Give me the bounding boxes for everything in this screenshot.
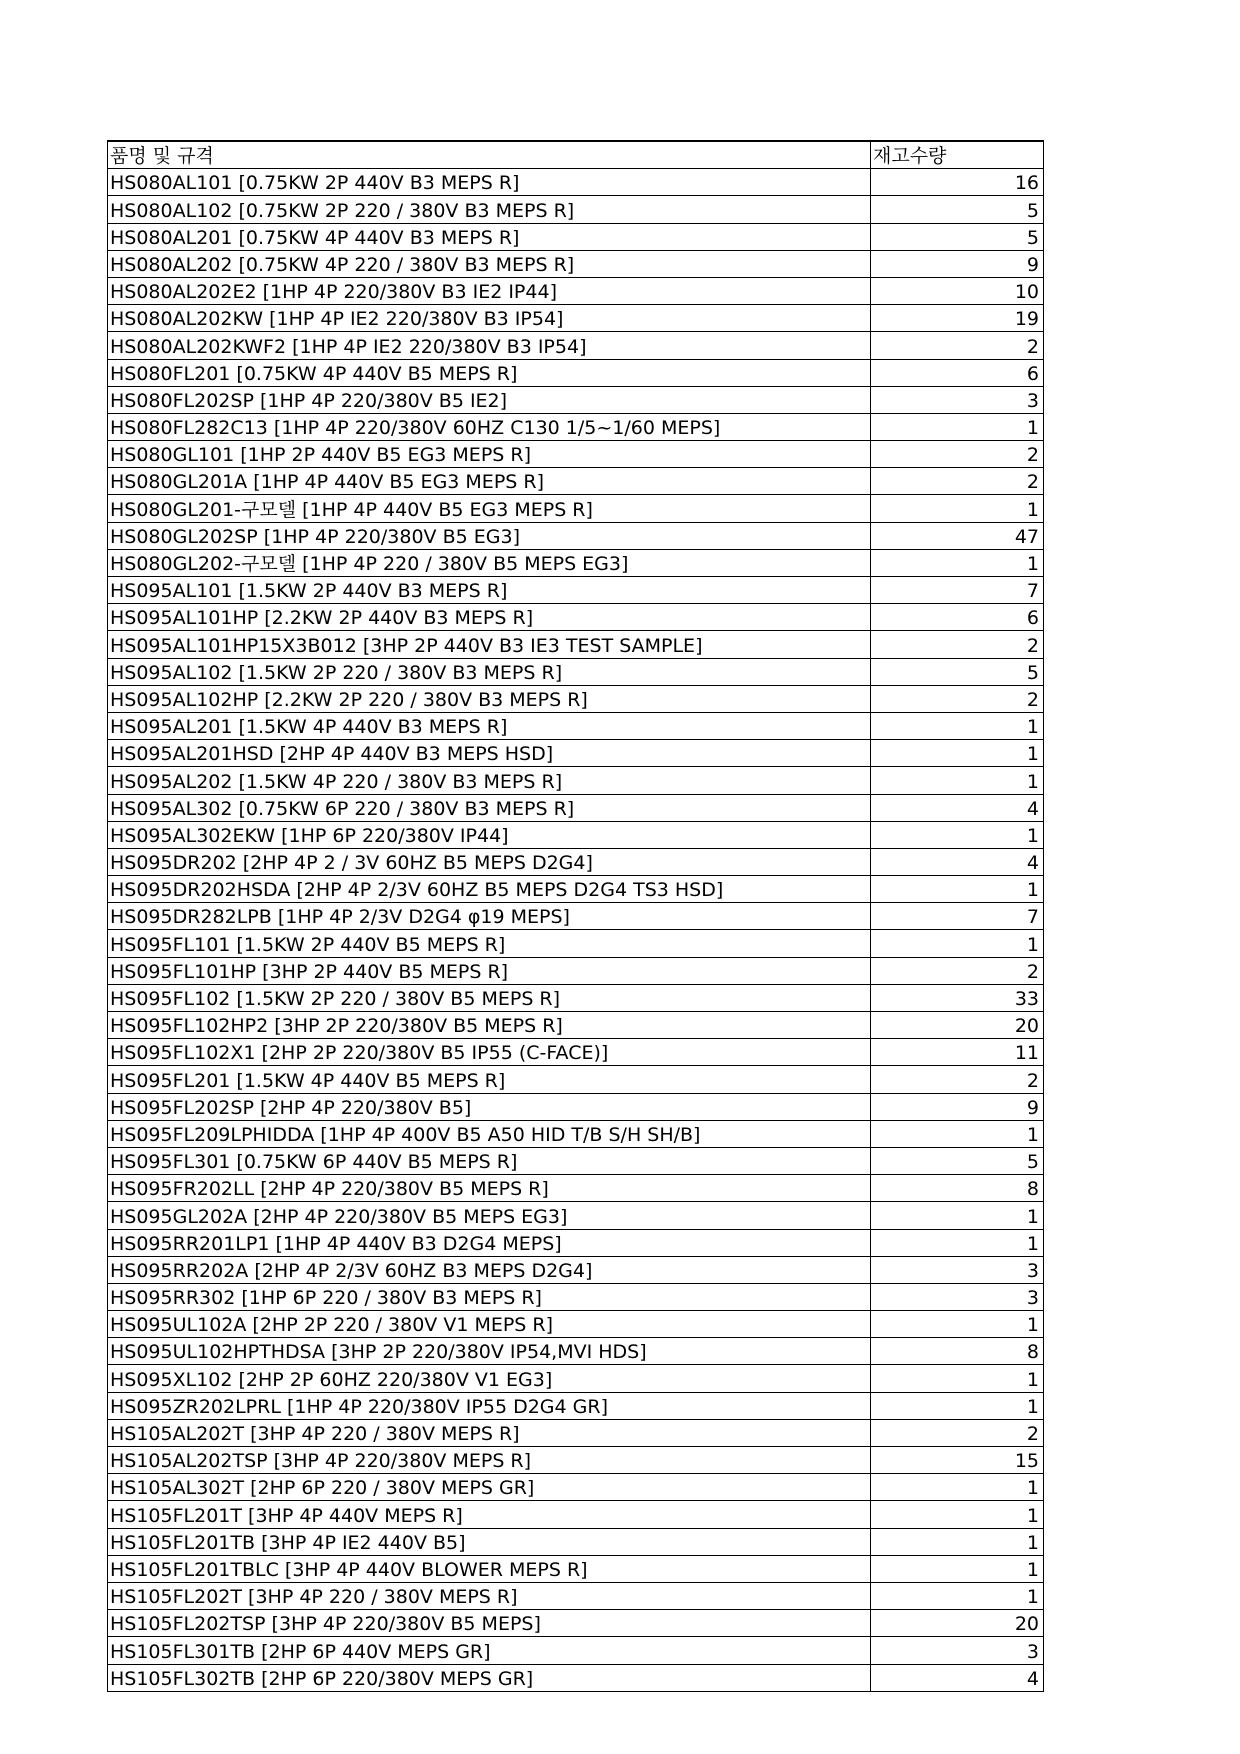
item-name-cell: HS095DR202HSDA [2HP 4P 2/3V 60HZ B5 MEPS D2G4 TS3 HSD]	[108, 876, 871, 903]
stock-quantity-cell: 9	[871, 250, 1044, 277]
header-stock-quantity: 재고수량	[871, 141, 1044, 169]
table-row	[108, 1120, 1044, 1147]
item-name-cell: HS080AL201 [0.75KW 4P 440V B3 MEPS R]	[108, 223, 871, 250]
item-name-cell: HS080FL282C13 [1HP 4P 220/380V 60HZ C130 1/5~1/60 MEPS]	[108, 413, 871, 440]
item-name-cell: HS080GL202-구모델 [1HP 4P 220 / 380V B5 MEPS EG3]	[108, 549, 871, 576]
stock-quantity-cell: 1	[871, 1392, 1044, 1419]
item-name-cell: HS080AL202KW [1HP 4P IE2 220/380V B3 IP54]	[108, 305, 871, 332]
table-row	[108, 223, 1044, 250]
table-row	[108, 903, 1044, 930]
stock-quantity-cell: 3	[871, 1256, 1044, 1283]
inventory-table	[107, 140, 1044, 1692]
item-name-cell: HS095RR302 [1HP 6P 220 / 380V B3 MEPS R]	[108, 1283, 871, 1310]
stock-quantity-cell: 2	[871, 631, 1044, 658]
stock-quantity-cell: 8	[871, 1338, 1044, 1365]
stock-quantity-cell: 3	[871, 1637, 1044, 1664]
item-name-cell: HS095AL302 [0.75KW 6P 220 / 380V B3 MEPS R]	[108, 794, 871, 821]
item-name-cell: HS080GL201A [1HP 4P 440V B5 EG3 MEPS R]	[108, 468, 871, 495]
table-row	[108, 549, 1044, 576]
table-row	[108, 1175, 1044, 1202]
item-name-cell: HS095ZR202LPRL [1HP 4P 220/380V IP55 D2G4 GR]	[108, 1392, 871, 1419]
item-name-cell: HS095FL209LPHIDDA [1HP 4P 400V B5 A50 HID T/B S/H SH/B]	[108, 1120, 871, 1147]
table-row	[108, 277, 1044, 304]
item-name-cell: HS080FL202SP [1HP 4P 220/380V B5 IE2]	[108, 386, 871, 413]
table-row	[108, 604, 1044, 631]
table-row	[108, 495, 1044, 522]
item-name-cell: HS105FL201TB [3HP 4P IE2 440V B5]	[108, 1528, 871, 1555]
table-row	[108, 821, 1044, 848]
stock-quantity-cell: 1	[871, 1120, 1044, 1147]
stock-quantity-cell: 2	[871, 468, 1044, 495]
stock-quantity-cell: 4	[871, 794, 1044, 821]
item-name-cell: HS095AL102HP [2.2KW 2P 220 / 380V B3 MEPS R]	[108, 685, 871, 712]
item-name-cell: HS080AL202KWF2 [1HP 4P IE2 220/380V B3 IP54]	[108, 332, 871, 359]
table-row	[108, 1066, 1044, 1093]
stock-quantity-cell: 1	[871, 712, 1044, 739]
stock-quantity-cell: 2	[871, 332, 1044, 359]
stock-quantity-cell: 9	[871, 1093, 1044, 1120]
item-name-cell: HS095FL102HP2 [3HP 2P 220/380V B5 MEPS R]	[108, 1012, 871, 1039]
table-row	[108, 522, 1044, 549]
stock-quantity-cell: 20	[871, 1610, 1044, 1637]
stock-quantity-cell: 4	[871, 848, 1044, 875]
item-name-cell: HS105FL201TBLC [3HP 4P 440V BLOWER MEPS R]	[108, 1555, 871, 1582]
table-row	[108, 1419, 1044, 1446]
table-row	[108, 577, 1044, 604]
table-row	[108, 1664, 1044, 1691]
item-name-cell: HS105AL202T [3HP 4P 220 / 380V MEPS R]	[108, 1419, 871, 1446]
stock-quantity-cell: 1	[871, 495, 1044, 522]
table-row	[108, 1229, 1044, 1256]
stock-quantity-cell: 5	[871, 223, 1044, 250]
item-name-cell: HS105AL202TSP [3HP 4P 220/380V MEPS R]	[108, 1447, 871, 1474]
stock-quantity-cell: 1	[871, 1311, 1044, 1338]
item-name-cell: HS095AL101HP [2.2KW 2P 440V B3 MEPS R]	[108, 604, 871, 631]
table-row	[108, 441, 1044, 468]
item-name-cell: HS105FL202TSP [3HP 4P 220/380V B5 MEPS]	[108, 1610, 871, 1637]
table-row	[108, 1202, 1044, 1229]
item-name-cell: HS095FL102 [1.5KW 2P 220 / 380V B5 MEPS R]	[108, 984, 871, 1011]
table-row	[108, 1501, 1044, 1528]
table-row	[108, 957, 1044, 984]
item-name-cell: HS105FL201T [3HP 4P 440V MEPS R]	[108, 1501, 871, 1528]
stock-quantity-cell: 1	[871, 930, 1044, 957]
stock-quantity-cell: 33	[871, 984, 1044, 1011]
item-name-cell: HS080GL101 [1HP 2P 440V B5 EG3 MEPS R]	[108, 441, 871, 468]
item-name-cell: HS105AL302T [2HP 6P 220 / 380V MEPS GR]	[108, 1474, 871, 1501]
item-name-cell: HS080AL202 [0.75KW 4P 220 / 380V B3 MEPS R]	[108, 250, 871, 277]
item-name-cell: HS080AL102 [0.75KW 2P 220 / 380V B3 MEPS R]	[108, 196, 871, 223]
table-row	[108, 1012, 1044, 1039]
stock-quantity-cell: 19	[871, 305, 1044, 332]
item-name-cell: HS105FL302TB [2HP 6P 220/380V MEPS GR]	[108, 1664, 871, 1691]
item-name-cell: HS095AL201 [1.5KW 4P 440V B3 MEPS R]	[108, 712, 871, 739]
table-row	[108, 1311, 1044, 1338]
stock-quantity-cell: 1	[871, 821, 1044, 848]
table-row	[108, 658, 1044, 685]
table-row	[108, 876, 1044, 903]
table-row	[108, 685, 1044, 712]
table-row	[108, 413, 1044, 440]
stock-quantity-cell: 3	[871, 1283, 1044, 1310]
stock-quantity-cell: 10	[871, 277, 1044, 304]
table-row	[108, 468, 1044, 495]
table-row	[108, 1338, 1044, 1365]
stock-quantity-cell: 4	[871, 1664, 1044, 1691]
table-row	[108, 1474, 1044, 1501]
item-name-cell: HS095AL102 [1.5KW 2P 220 / 380V B3 MEPS R]	[108, 658, 871, 685]
item-name-cell: HS095AL202 [1.5KW 4P 220 / 380V B3 MEPS R]	[108, 767, 871, 794]
item-name-cell: HS095FL101 [1.5KW 2P 440V B5 MEPS R]	[108, 930, 871, 957]
item-name-cell: HS095FL101HP [3HP 2P 440V B5 MEPS R]	[108, 957, 871, 984]
table-row	[108, 794, 1044, 821]
table-row	[108, 1637, 1044, 1664]
stock-quantity-cell: 1	[871, 1229, 1044, 1256]
table-row	[108, 984, 1044, 1011]
item-name-cell: HS080FL201 [0.75KW 4P 440V B5 MEPS R]	[108, 359, 871, 386]
stock-quantity-cell: 2	[871, 441, 1044, 468]
item-name-cell: HS095XL102 [2HP 2P 60HZ 220/380V V1 EG3]	[108, 1365, 871, 1392]
stock-quantity-cell: 1	[871, 876, 1044, 903]
item-name-cell: HS095DR282LPB [1HP 4P 2/3V D2G4 φ19 MEPS]	[108, 903, 871, 930]
table-row	[108, 930, 1044, 957]
item-name-cell: HS105FL202T [3HP 4P 220 / 380V MEPS R]	[108, 1582, 871, 1609]
item-name-cell: HS095AL101HP15X3B012 [3HP 2P 440V B3 IE3 TEST SAMPLE]	[108, 631, 871, 658]
item-name-cell: HS095GL202A [2HP 4P 220/380V B5 MEPS EG3]	[108, 1202, 871, 1229]
table-row	[108, 305, 1044, 332]
stock-quantity-cell: 2	[871, 1066, 1044, 1093]
item-name-cell: HS095FL102X1 [2HP 2P 220/380V B5 IP55 (C-FACE)]	[108, 1039, 871, 1066]
stock-quantity-cell: 7	[871, 903, 1044, 930]
table-row	[108, 1365, 1044, 1392]
stock-quantity-cell: 5	[871, 196, 1044, 223]
item-name-cell: HS095UL102HPTHDSA [3HP 2P 220/380V IP54,MVI HDS]	[108, 1338, 871, 1365]
item-name-cell: HS095DR202 [2HP 4P 2 / 3V 60HZ B5 MEPS D2G4]	[108, 848, 871, 875]
table-row	[108, 1582, 1044, 1609]
stock-quantity-cell: 2	[871, 957, 1044, 984]
stock-quantity-cell: 1	[871, 1555, 1044, 1582]
table-row	[108, 359, 1044, 386]
stock-quantity-cell: 47	[871, 522, 1044, 549]
stock-quantity-cell: 1	[871, 1582, 1044, 1609]
stock-quantity-cell: 6	[871, 604, 1044, 631]
table-row	[108, 386, 1044, 413]
stock-quantity-cell: 16	[871, 169, 1044, 196]
item-name-cell: HS080GL202SP [1HP 4P 220/380V B5 EG3]	[108, 522, 871, 549]
stock-quantity-cell: 1	[871, 549, 1044, 576]
item-name-cell: HS080AL101 [0.75KW 2P 440V B3 MEPS R]	[108, 169, 871, 196]
stock-quantity-cell: 6	[871, 359, 1044, 386]
stock-quantity-cell: 1	[871, 767, 1044, 794]
table-row	[108, 848, 1044, 875]
item-name-cell: HS095AL302EKW [1HP 6P 220/380V IP44]	[108, 821, 871, 848]
table-row	[108, 1039, 1044, 1066]
stock-quantity-cell: 5	[871, 658, 1044, 685]
table-row	[108, 1528, 1044, 1555]
table-row	[108, 767, 1044, 794]
item-name-cell: HS095RR201LP1 [1HP 4P 440V B3 D2G4 MEPS]	[108, 1229, 871, 1256]
item-name-cell: HS095FL201 [1.5KW 4P 440V B5 MEPS R]	[108, 1066, 871, 1093]
item-name-cell: HS080GL201-구모델 [1HP 4P 440V B5 EG3 MEPS R]	[108, 495, 871, 522]
table-row	[108, 250, 1044, 277]
table-row	[108, 712, 1044, 739]
item-name-cell: HS095FL202SP [2HP 4P 220/380V B5]	[108, 1093, 871, 1120]
item-name-cell: HS105FL301TB [2HP 6P 440V MEPS GR]	[108, 1637, 871, 1664]
stock-quantity-cell: 3	[871, 386, 1044, 413]
header-row	[108, 141, 1044, 169]
item-name-cell: HS095AL101 [1.5KW 2P 440V B3 MEPS R]	[108, 577, 871, 604]
stock-quantity-cell: 8	[871, 1175, 1044, 1202]
table-row	[108, 1447, 1044, 1474]
item-name-cell: HS095UL102A [2HP 2P 220 / 380V V1 MEPS R]	[108, 1311, 871, 1338]
table-row	[108, 1610, 1044, 1637]
table-row	[108, 196, 1044, 223]
table-row	[108, 332, 1044, 359]
header-item-name-spec: 품명 및 규격	[108, 141, 871, 169]
item-name-cell: HS095FR202LL [2HP 4P 220/380V B5 MEPS R]	[108, 1175, 871, 1202]
item-name-cell: HS095FL301 [0.75KW 6P 440V B5 MEPS R]	[108, 1147, 871, 1174]
table-row	[108, 169, 1044, 196]
stock-quantity-cell: 1	[871, 1501, 1044, 1528]
stock-quantity-cell: 20	[871, 1012, 1044, 1039]
stock-quantity-cell: 2	[871, 1419, 1044, 1446]
stock-quantity-cell: 1	[871, 1202, 1044, 1229]
stock-quantity-cell: 15	[871, 1447, 1044, 1474]
stock-quantity-cell: 1	[871, 1528, 1044, 1555]
stock-quantity-cell: 5	[871, 1147, 1044, 1174]
table-row	[108, 1093, 1044, 1120]
stock-quantity-cell: 1	[871, 1365, 1044, 1392]
item-name-cell: HS095RR202A [2HP 4P 2/3V 60HZ B3 MEPS D2G4]	[108, 1256, 871, 1283]
table-body	[108, 169, 1044, 1692]
item-name-cell: HS080AL202E2 [1HP 4P 220/380V B3 IE2 IP44]	[108, 277, 871, 304]
table-row	[108, 740, 1044, 767]
stock-quantity-cell: 7	[871, 577, 1044, 604]
table-row	[108, 1392, 1044, 1419]
table-row	[108, 631, 1044, 658]
stock-quantity-cell: 1	[871, 413, 1044, 440]
item-name-cell: HS095AL201HSD [2HP 4P 440V B3 MEPS HSD]	[108, 740, 871, 767]
stock-quantity-cell: 11	[871, 1039, 1044, 1066]
table-header	[108, 141, 1044, 169]
stock-quantity-cell: 1	[871, 740, 1044, 767]
table-row	[108, 1555, 1044, 1582]
table-row	[108, 1283, 1044, 1310]
table-row	[108, 1256, 1044, 1283]
stock-quantity-cell: 2	[871, 685, 1044, 712]
stock-quantity-cell: 1	[871, 1474, 1044, 1501]
table-row	[108, 1147, 1044, 1174]
